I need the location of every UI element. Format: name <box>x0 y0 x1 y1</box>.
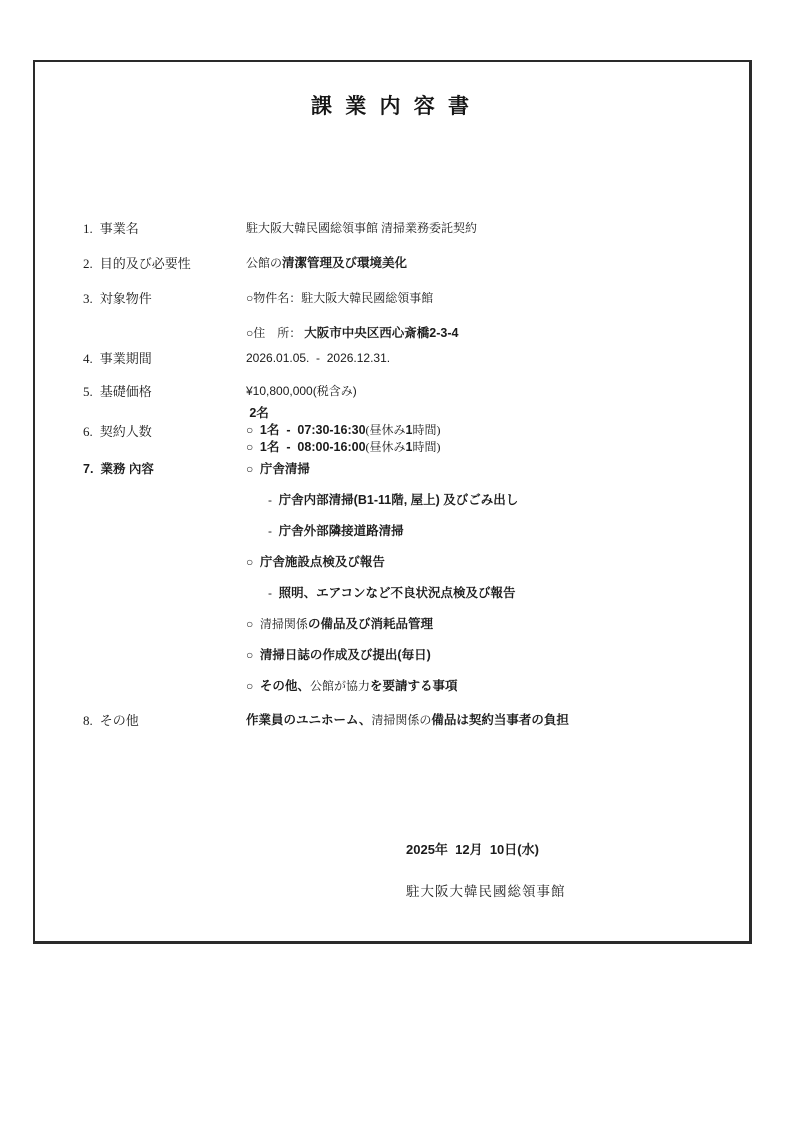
content-line <box>246 461 749 478</box>
item-number: 5. <box>83 384 93 399</box>
text-segment: 公館が協力 <box>309 679 370 693</box>
document-sheet <box>33 60 752 944</box>
item-row-item-2 <box>35 255 749 272</box>
text-segment: ○ <box>246 648 260 662</box>
text-segment: ¥10,800,000( <box>246 384 317 398</box>
text-segment: ○ <box>246 617 260 631</box>
text-segment: 1名 - 07:30-16:30 <box>259 423 366 437</box>
item-content <box>246 255 749 272</box>
item-label-text: 事業期間 <box>99 351 152 366</box>
text-segment: ○ <box>246 555 260 569</box>
content-line <box>246 405 749 421</box>
item-label <box>83 405 246 440</box>
text-segment: ○ <box>246 462 260 476</box>
text-segment: 照明、エアコンなど不良状況点検及び報告 <box>278 586 516 600</box>
content-line <box>246 616 749 633</box>
text-segment: 清潔管理及び環境美化 <box>282 256 408 270</box>
text-segment: - <box>268 586 279 600</box>
item-number: 2. <box>83 256 93 271</box>
text-segment: 2名 <box>249 406 269 420</box>
content-line <box>246 678 749 695</box>
text-segment: その他、 <box>259 679 310 693</box>
text-segment: - <box>268 524 279 538</box>
text-segment: 備品は契約当事者の負担 <box>431 713 569 727</box>
text-segment: 大阪市中央区西心斎橋2-3-4 <box>304 326 459 340</box>
item-label <box>83 220 246 237</box>
text-segment: 2026.01.05. - 2026.12.31. <box>246 351 391 365</box>
item-content <box>246 405 749 456</box>
item-label-text: 対象物件 <box>99 291 152 306</box>
text-segment: 1 <box>405 423 413 437</box>
text-segment: 公館の <box>246 256 283 270</box>
text-segment: 1 <box>405 440 413 454</box>
item-content <box>246 712 749 729</box>
content-line <box>246 554 749 571</box>
content-line <box>246 492 749 509</box>
text-segment: 時間) <box>412 423 441 437</box>
item-label <box>83 350 246 367</box>
content-line <box>246 325 749 342</box>
content-line <box>246 439 749 455</box>
item-number: 6. <box>83 424 93 439</box>
item-label <box>83 383 246 400</box>
text-segment: (昼休み <box>365 423 406 437</box>
item-content <box>246 383 749 400</box>
item-label <box>83 255 246 272</box>
item-label <box>83 712 246 729</box>
text-segment: 庁舎施設点検及び報告 <box>259 555 385 569</box>
item-row-item-6 <box>35 405 749 456</box>
item-number: 4. <box>83 351 93 366</box>
content-line <box>246 647 749 664</box>
text-segment: - <box>268 493 279 507</box>
text-segment: 清掃関係 <box>259 617 308 631</box>
text-segment: 庁舎内部清掃(B1-11階, 屋上) 及びごみ出し <box>278 493 519 507</box>
content-line <box>246 585 749 602</box>
content-line <box>246 523 749 540</box>
text-segment: ○住 所： <box>246 326 305 340</box>
item-label-text: 業務 內容 <box>100 462 154 476</box>
item-row-item-4 <box>35 350 749 367</box>
item-content <box>246 350 749 367</box>
item-number: 3. <box>83 291 93 306</box>
item-number: 1. <box>83 221 93 236</box>
item-label-text: 契約人数 <box>99 424 152 439</box>
item-row-item-7 <box>35 461 749 695</box>
item-label <box>83 461 246 478</box>
text-segment: 清掃関係の <box>371 713 432 727</box>
item-label-text: 目的及び必要性 <box>99 256 191 271</box>
text-segment: 庁舎清掃 <box>259 462 310 476</box>
text-segment: (昼休み <box>365 440 406 454</box>
item-content <box>246 220 749 237</box>
text-segment: ○ <box>246 679 260 693</box>
content-line <box>246 255 749 272</box>
document-date: 2025年 12月 10日(水) <box>406 842 539 857</box>
organization-name: 駐大阪大韓民國総領事館 <box>406 884 566 899</box>
content-line <box>246 422 749 438</box>
text-segment: ○ <box>246 440 260 454</box>
item-label-text: 基礎価格 <box>99 384 152 399</box>
page-title: 課 業 内 容 書 <box>311 94 473 118</box>
item-row-item-1 <box>35 220 749 237</box>
item-content <box>246 461 749 695</box>
items-list <box>35 220 749 729</box>
item-label-text: その他 <box>99 713 139 728</box>
document-footer <box>35 841 749 901</box>
content-line <box>246 350 749 367</box>
text-segment: 駐大阪大韓民國総領事館 清掃業務委託契約 <box>246 221 478 235</box>
item-row-item-5 <box>35 383 749 400</box>
item-content <box>246 290 749 342</box>
content-line <box>246 220 749 237</box>
text-segment: 清掃日誌の作成及び提出(毎日) <box>259 648 431 662</box>
content-line <box>246 383 749 400</box>
text-segment: ○ <box>246 423 260 437</box>
item-row-item-3 <box>35 290 749 342</box>
text-segment: を要請する事項 <box>369 679 458 693</box>
text-segment: 時間) <box>412 440 441 454</box>
text-segment: の備品及び消耗品管理 <box>307 617 433 631</box>
item-number: 8. <box>83 713 93 728</box>
item-label <box>83 290 246 307</box>
item-number: 7. <box>83 462 94 476</box>
item-row-item-8 <box>35 712 749 729</box>
item-label-text: 事業名 <box>99 221 139 236</box>
text-segment: ○物件名：駐大阪大韓民國総領事館 <box>246 291 434 305</box>
content-line <box>246 712 749 729</box>
text-segment: 税含み <box>316 384 353 398</box>
text-segment: 庁舎外部隣接道路清掃 <box>278 524 404 538</box>
text-segment: 作業員のユニホーム、 <box>246 713 372 727</box>
content-line <box>246 290 749 307</box>
text-segment: 1名 - 08:00-16:00 <box>259 440 366 454</box>
text-segment: ) <box>352 384 357 398</box>
